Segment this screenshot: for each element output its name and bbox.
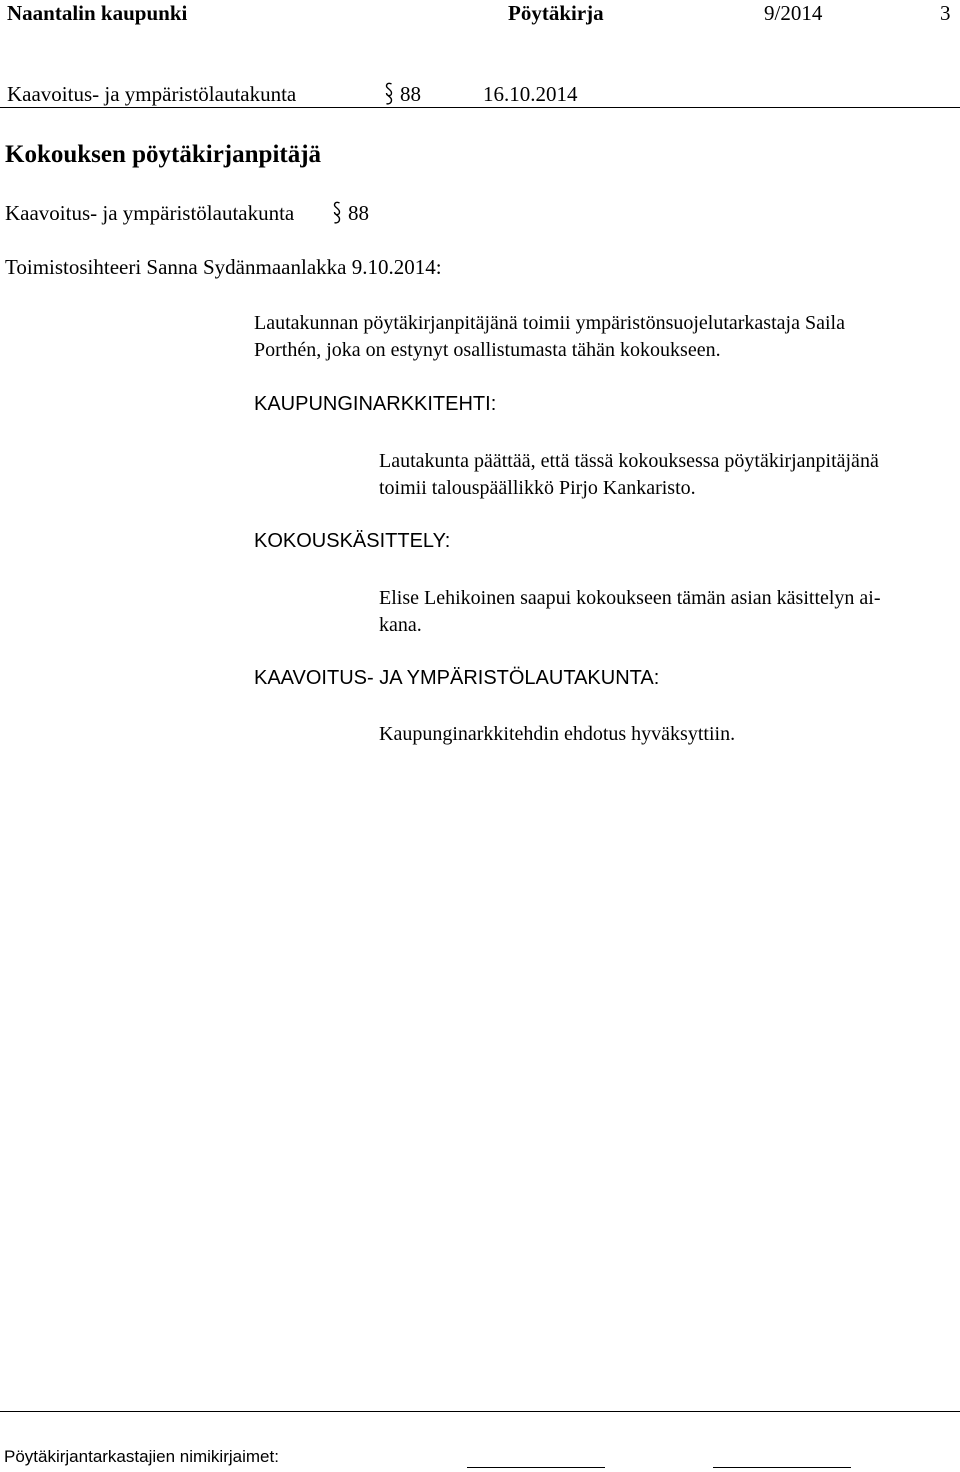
subheader-committee: Kaavoitus- ja ympäristölautakunta	[7, 82, 297, 106]
signature-line	[713, 1467, 851, 1468]
handling-line-2: kana.	[379, 614, 422, 636]
header-doc-number: 9/2014	[764, 1, 823, 25]
proposal-line-2: toimii talouspäällikkö Pirjo Kankaristo.	[379, 477, 696, 499]
proposal-line-1: Lautakunta päättää, että tässä kokouksessa pöytäkirjanpitäjänä	[379, 450, 879, 472]
proposer-label: KAUPUNGINARKKITEHTI:	[254, 393, 497, 415]
page-title: Kokouksen pöytäkirjanpitäjä	[5, 141, 322, 168]
preparer-line: Toimistosihteeri Sanna Sydänmaanlakka 9.10.2014:	[5, 255, 442, 279]
paragraph-1-line-1: Lautakunnan pöytäkirjanpitäjänä toimii ympäristönsuojelutarkastaja Saila	[254, 312, 845, 334]
decision-text: Kaupunginarkkitehdin ehdotus hyväksyttiin.	[379, 723, 736, 745]
subheader-section-number: 88	[400, 82, 421, 106]
paragraph-sign-icon	[333, 201, 341, 225]
section-ref-committee: Kaavoitus- ja ympäristölautakunta	[5, 201, 295, 225]
handling-label: KOKOUSKÄSITTELY:	[254, 530, 451, 552]
section-ref-number: 88	[348, 201, 369, 225]
subheader-date: 16.10.2014	[483, 82, 578, 106]
signature-line	[467, 1467, 605, 1468]
footer-rule	[0, 1411, 960, 1412]
header-rule	[0, 107, 960, 108]
paragraph-1-line-2: Porthén, joka on estynyt osallistumasta tähän kokoukseen.	[254, 339, 721, 361]
handling-line-1: Elise Lehikoinen saapui kokoukseen tämän asian käsittelyn ai-	[379, 587, 881, 609]
signatures-label: Pöytäkirjantarkastajien nimikirjaimet:	[4, 1447, 279, 1466]
decision-label: KAAVOITUS- JA YMPÄRISTÖLAUTAKUNTA:	[254, 667, 660, 689]
header-doc-type: Pöytäkirja	[508, 1, 604, 25]
header-page-number: 3	[940, 1, 951, 25]
header-organization: Naantalin kaupunki	[7, 1, 188, 25]
paragraph-sign-icon	[385, 82, 393, 106]
